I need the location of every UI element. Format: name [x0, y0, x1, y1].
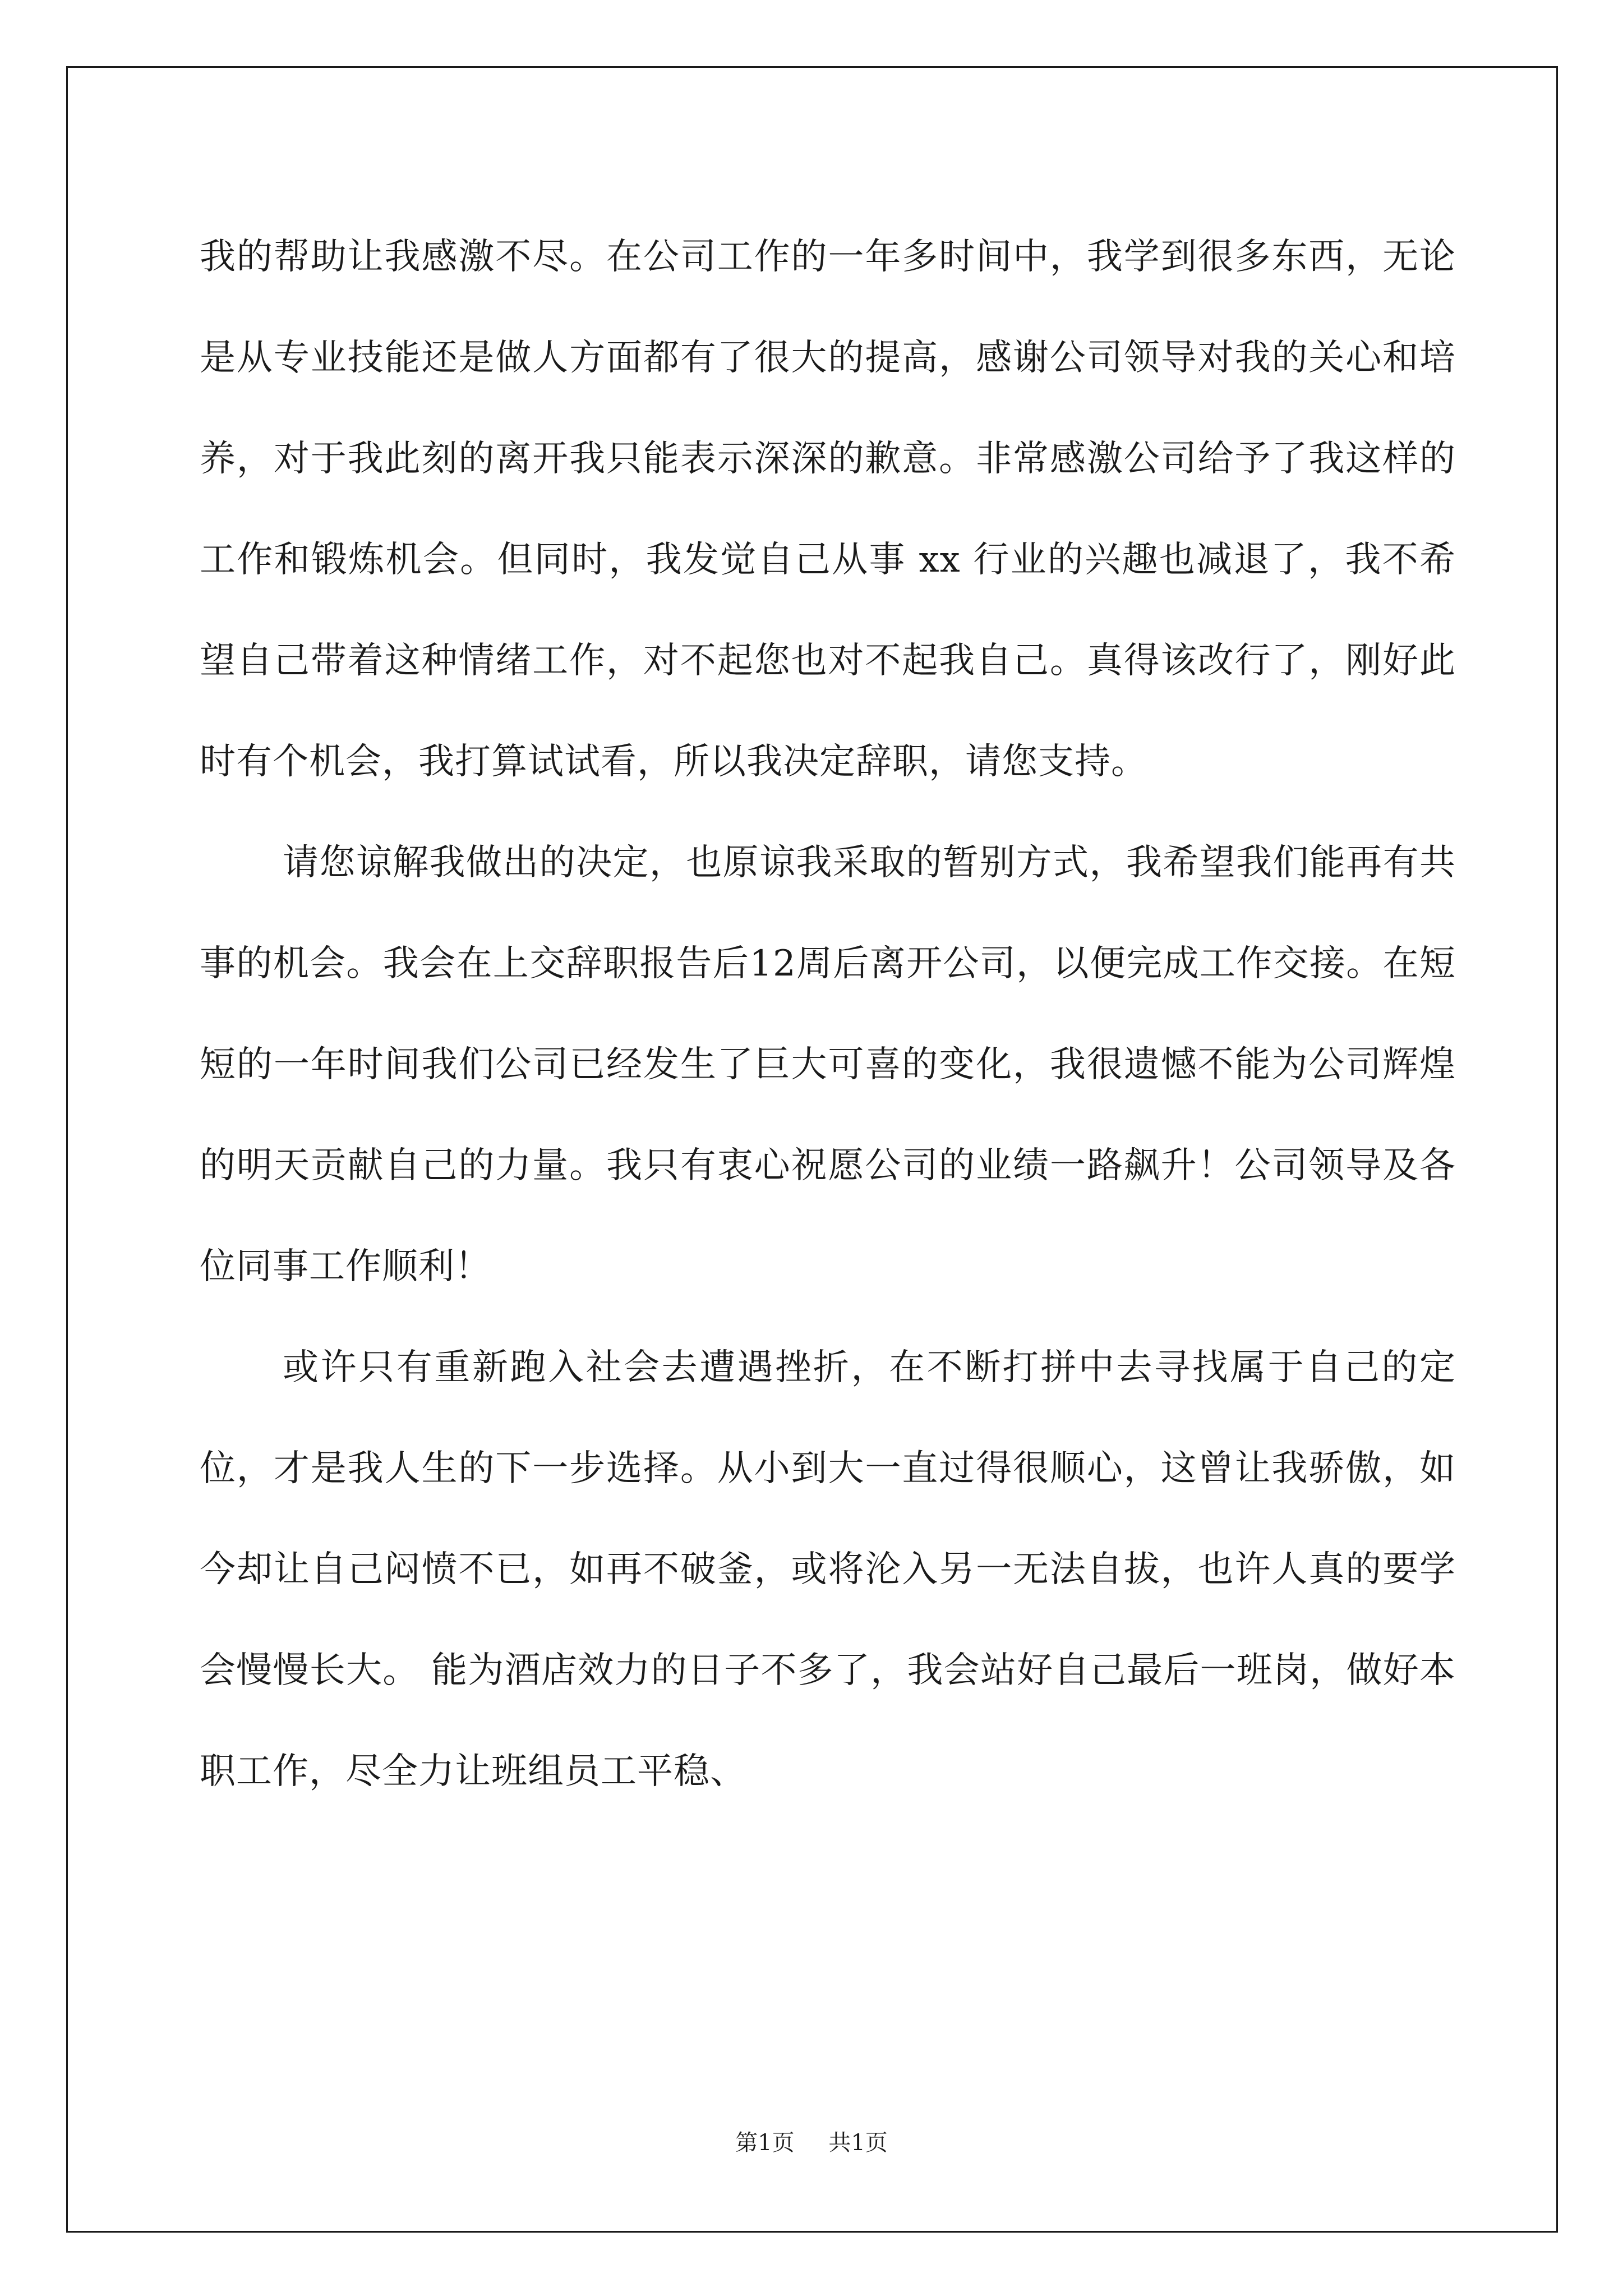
paragraph-3: 或许只有重新跑入社会去遭遇挫折，在不断打拼中去寻找属于自己的定位，才是我人生的下一步选择。从小到大一直过得很顺心，这曾让我骄傲，如今却让自己闷愤不已，如再不破釜，或将沦入另一无法自拔，也许人真的要学会慢慢长大。 能为酒店效力的日子不多了，我会站好自己最后一班岗，做好本职工作，尽全力让班组员工平稳、	[200, 1347, 1456, 1792]
paragraph-1: 我的帮助让我感激不尽。在公司工作的一年多时间中，我学到很多东西，无论是从专业技能还是做人方面都有了很大的提高，感谢公司领导对我的关心和培养，对于我此刻的离开我只能表示深深的歉意。非常感激公司给予了我这样的工作和锻炼机会。但同时，我发觉自己从事 xx 行业的兴趣也减退了，我不希望自己带着这种情绪工作，对不起您也对不起我自己。真得该改行了，刚好此时有个机会，我打算试试看，所以我决定辞职，请您支持。	[200, 236, 1456, 783]
page-footer	[0, 2126, 1623, 2160]
page-number-current: 第1页	[735, 2130, 795, 2156]
document-body	[200, 206, 1456, 1822]
paragraph-2: 请您谅解我做出的决定，也原谅我采取的暂别方式，我希望我们能再有共事的机会。我会在上交辞职报告后12周后离开公司，以便完成工作交接。在短短的一年时间我们公司已经发生了巨大可喜的变化，我很遗憾不能为公司辉煌的明天贡献自己的力量。我只有衷心祝愿公司的业绩一路飙升！公司领导及各位同事工作顺利！	[200, 842, 1456, 1287]
page-number-total: 共1页	[828, 2130, 888, 2156]
